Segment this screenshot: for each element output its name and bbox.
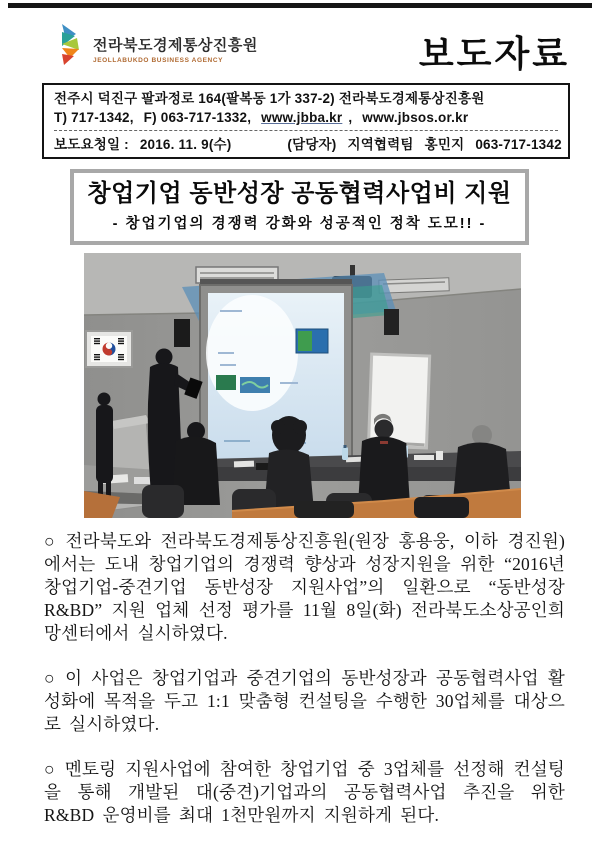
agency-tagline: JEOLLABUKDO BUSINESS AGENCY bbox=[93, 57, 224, 64]
press-sub-title: - 창업기업의 경쟁력 강화와 성공적인 정착 도모!! - bbox=[112, 216, 487, 232]
agency-address: 전주시 덕진구 팔과정로 164(팔복동 1가 337-2) 전라북도경제통상진흥원 bbox=[54, 91, 485, 106]
contact-box bbox=[42, 83, 570, 159]
fax-number: F) 063-717-1332, bbox=[143, 110, 252, 125]
wall-speaker-left bbox=[174, 319, 190, 347]
press-request-line bbox=[54, 130, 562, 154]
body-paragraph-1: ○ 전라북도와 전라북도경제통상진흥원(원장 홍용웅, 이하 경진원)에서는 도내 창업기업의 경쟁력 향상과 성장지원을 위한 “2016년 창업기업-중견기업 동반성장 지원사업”의 일환으로 “동반성장 R&BD” 지원 업체 선정 평가를 11월 8일(화) 전라북도소상공인희망센터에서 실시하였다. bbox=[44, 531, 565, 643]
body-paragraph-3: ○ 멘토링 지원사업에 참여한 창업기업 중 3업체를 선정해 컨설팅을 통해 개발된 대(중견)기업과의 공동협력사업 추진을 위한 R&BD 운영비를 최대 1천만원까지 지원하게 된다. bbox=[44, 759, 565, 825]
meeting-photo bbox=[84, 253, 521, 518]
document-type-title: 보도자료 bbox=[418, 33, 570, 74]
top-rule bbox=[8, 3, 592, 8]
link-separator: , bbox=[348, 110, 353, 125]
agency-name: 전라북도경제통상진흥원 bbox=[93, 37, 258, 54]
website-link-jbba[interactable]: www.jbba.kr bbox=[261, 110, 343, 125]
agency-logo-text bbox=[93, 34, 258, 64]
press-body bbox=[44, 530, 565, 827]
korean-flag-frame bbox=[86, 331, 132, 367]
press-title-box bbox=[70, 169, 529, 245]
press-main-title: 창업기업 동반성장 공동협력사업비 지원 bbox=[87, 180, 512, 207]
agency-logo-mark-icon bbox=[56, 22, 88, 66]
front-chair-a bbox=[294, 501, 354, 518]
contact-phone-line bbox=[54, 108, 558, 127]
request-date-label: 보도요청일 : bbox=[54, 137, 129, 152]
manager-team: 지역협력팀 bbox=[347, 137, 414, 152]
manager-name: 홍민지 bbox=[424, 137, 465, 152]
website-link-jbsos: www.jbsos.or.kr bbox=[362, 110, 469, 125]
manager-phone: 063-717-1342 bbox=[475, 137, 562, 152]
front-chair-b bbox=[414, 497, 469, 518]
wall-speaker-right bbox=[384, 309, 399, 335]
agency-logo bbox=[56, 22, 258, 66]
tel-number: T) 717-1342, bbox=[54, 110, 134, 125]
request-date: 2016. 11. 9(수) bbox=[139, 137, 232, 152]
manager-label: (담당자) bbox=[287, 137, 337, 152]
body-paragraph-2: ○ 이 사업은 창업기업과 중견기업의 동반성장과 공동협력사업 활성화에 목적을 두고 1:1 맞춤형 컨설팅을 수행한 30업체를 대상으로 실시하였다. bbox=[44, 668, 565, 734]
header bbox=[0, 0, 600, 77]
